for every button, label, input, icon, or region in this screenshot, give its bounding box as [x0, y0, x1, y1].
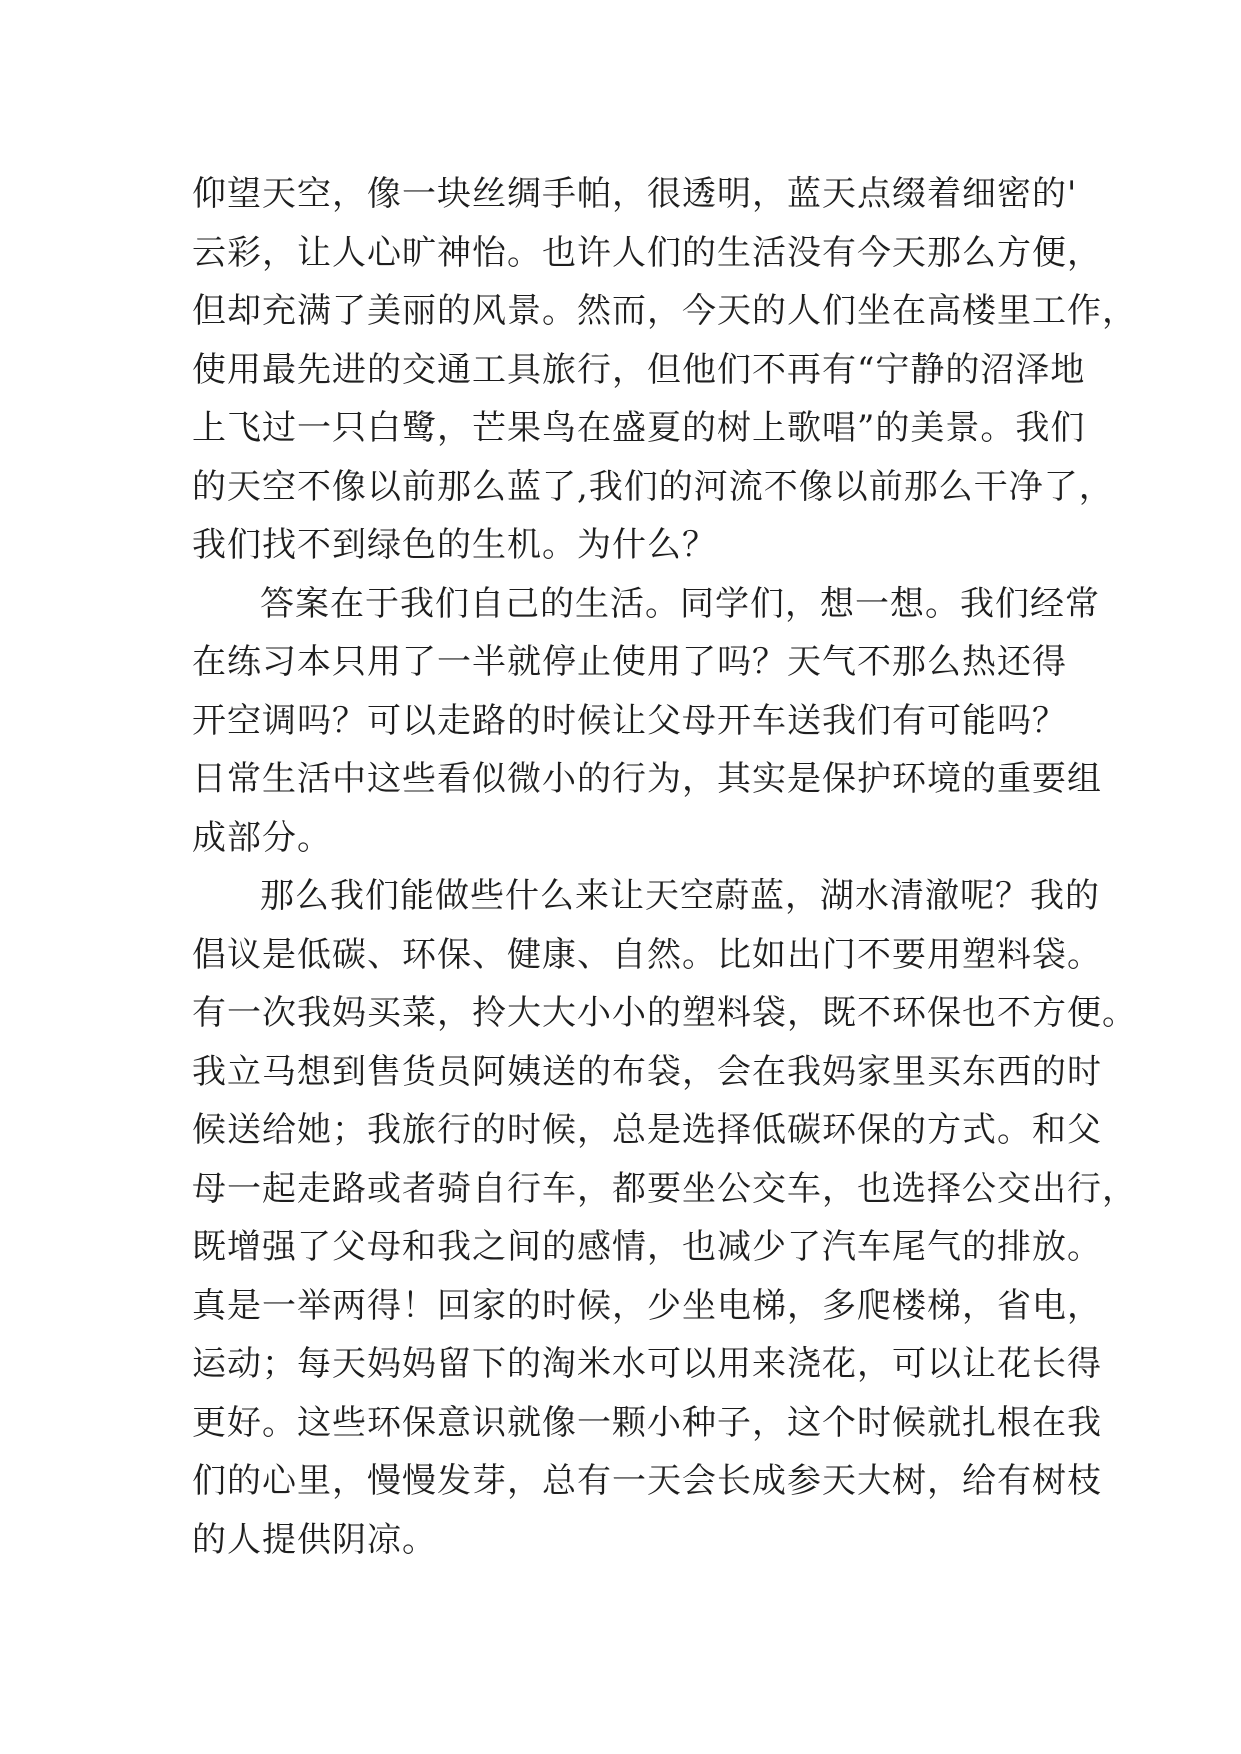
text-line: 上飞过一只白鹭，芒果鸟在盛夏的树上歌唱”的美景。我们: [192, 408, 1086, 448]
text-line: 候送给她；我旅行的时候，总是选择低碳环保的方式。和父: [192, 1110, 1102, 1150]
text-line: 仰望天空，像一块丝绸手帕，很透明，蓝天点缀着细密的': [192, 174, 1078, 214]
body-text: [192, 165, 1137, 1569]
text-line: 但却充满了美丽的风景。然而，今天的人们坐在高楼里工作，: [192, 291, 1137, 331]
text-line: 的天空不像以前那么蓝了,我们的河流不像以前那么干净了，: [192, 466, 1114, 507]
text-line: 日常生活中这些看似微小的行为，其实是保护环境的重要组: [192, 759, 1102, 799]
text-line: 那么我们能做些什么来让天空蔚蓝，湖水清澈呢？我的: [260, 876, 1100, 916]
text-line: 们的心里，慢慢发芽，总有一天会长成参天大树，给有树枝: [192, 1461, 1102, 1501]
text-line: 我们找不到绿色的生机。为什么？: [192, 525, 717, 565]
text-line: 使用最先进的交通工具旅行，但他们不再有“宁静的沼泽地: [192, 349, 1086, 390]
text-line: 运动；每天妈妈留下的淘米水可以用来浇花，可以让花长得: [192, 1344, 1102, 1384]
text-line: 在练习本只用了一半就停止使用了吗？天气不那么热还得: [192, 642, 1067, 682]
text-line: 答案在于我们自己的生活。同学们，想一想。我们经常: [260, 583, 1100, 624]
text-line: 有一次我妈买菜，拎大大小小的塑料袋，既不环保也不方便。: [192, 993, 1137, 1033]
text-line: 倡议是低碳、环保、健康、自然。比如出门不要用塑料袋。: [192, 934, 1102, 975]
text-line: 云彩，让人心旷神怡。也许人们的生活没有今天那么方便，: [192, 232, 1102, 273]
text-line: 既增强了父母和我之间的感情，也减少了汽车尾气的排放。: [192, 1227, 1102, 1267]
text-line: 成部分。: [192, 817, 332, 858]
text-line: 开空调吗？可以走路的时候让父母开车送我们有可能吗？: [192, 700, 1067, 741]
text-line: 我立马想到售货员阿姨送的布袋，会在我妈家里买东西的时: [192, 1051, 1102, 1092]
text-line: 的人提供阴凉。: [192, 1519, 437, 1560]
text-line: 真是一举两得！回家的时候，少坐电梯，多爬楼梯，省电，: [192, 1285, 1102, 1326]
text-line: 母一起走路或者骑自行车，都要坐公交车，也选择公交出行，: [192, 1168, 1137, 1209]
text-line: 更好。这些环保意识就像一颗小种子，这个时候就扎根在我: [192, 1402, 1102, 1443]
